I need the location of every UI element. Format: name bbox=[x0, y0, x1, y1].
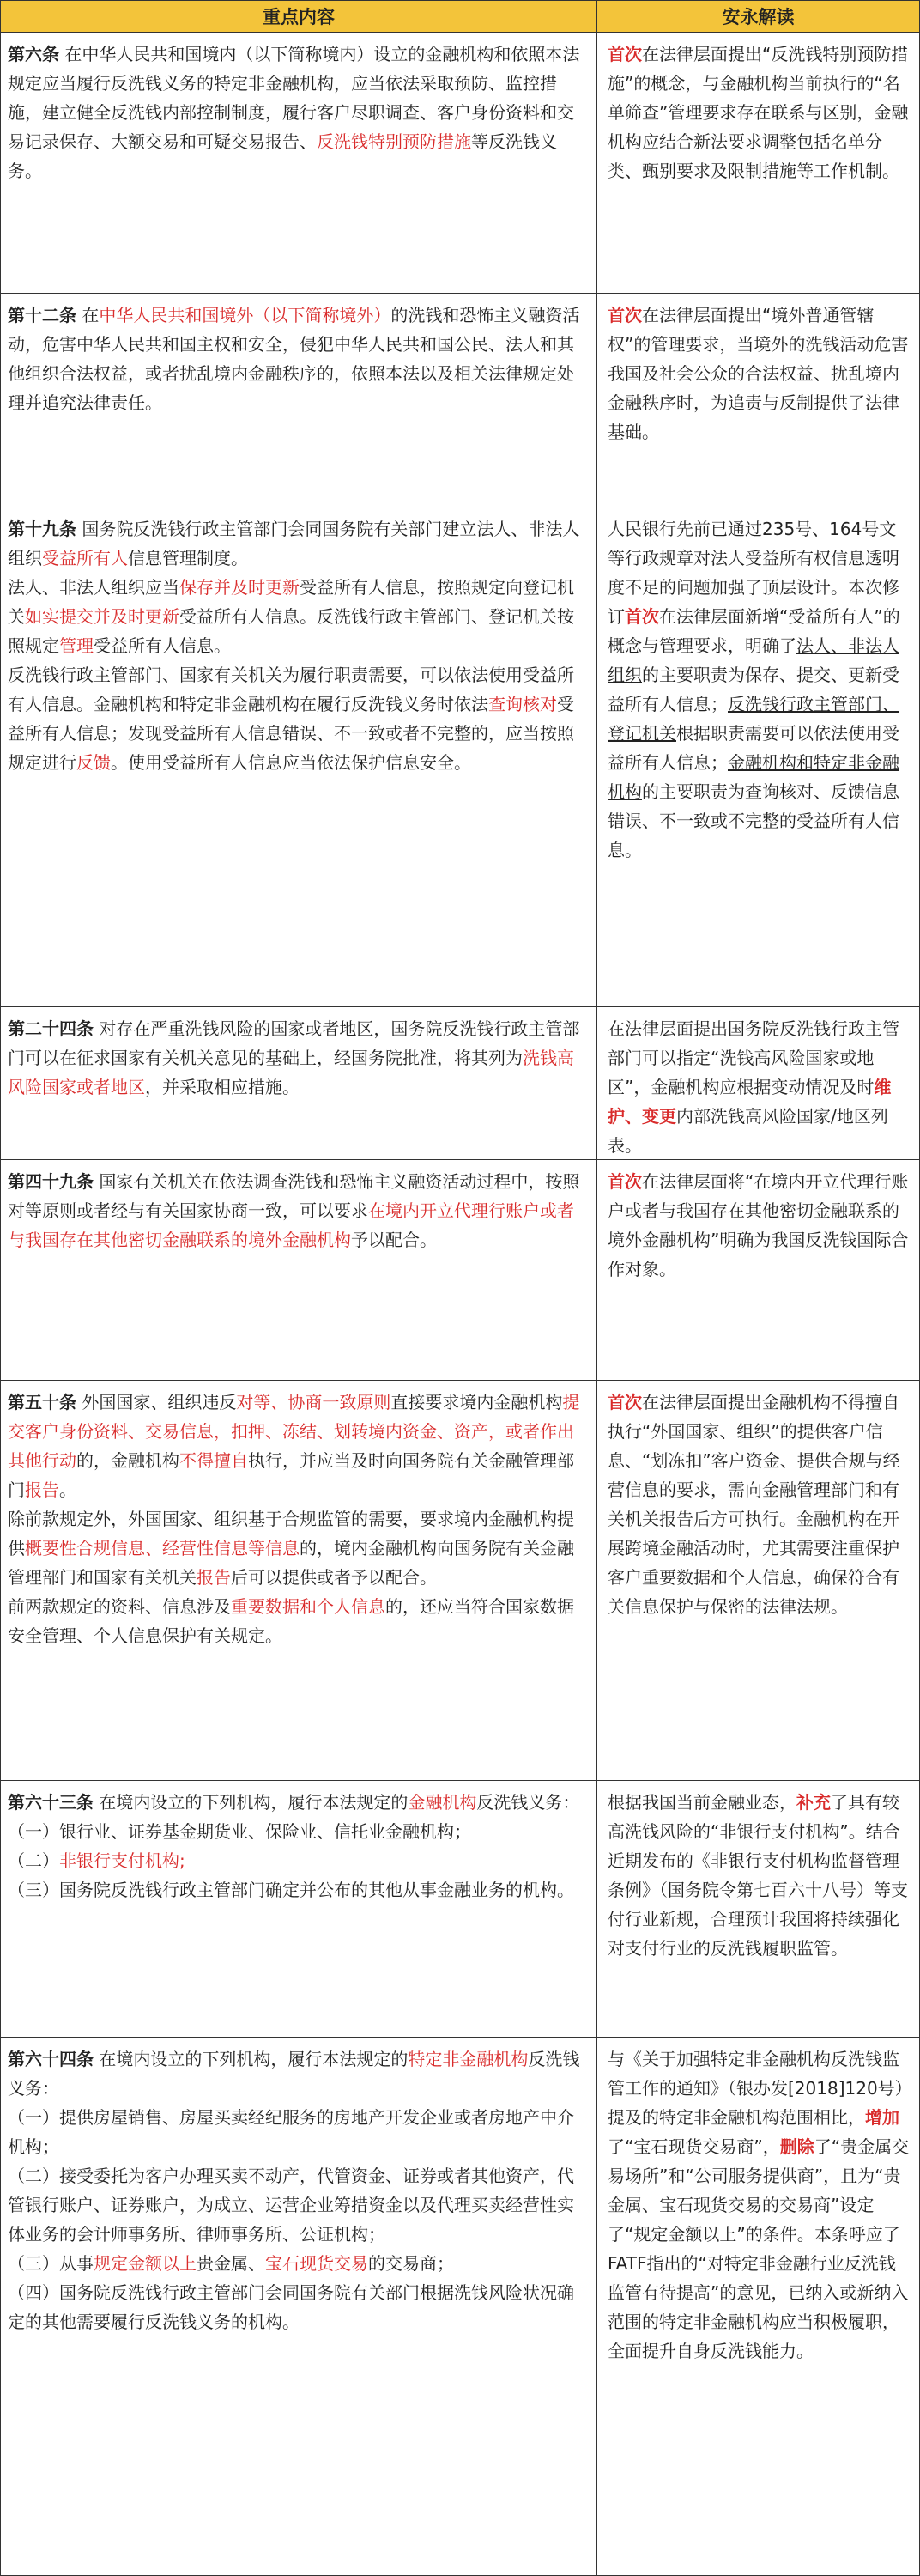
text-run: ，并采取相应措施。 bbox=[145, 1077, 300, 1097]
text-run: （一）银行业、证券基金期货业、保险业、信托业金融机构； bbox=[8, 1821, 471, 1842]
highlight-text: 管理 bbox=[59, 635, 94, 656]
text-run: 信息管理制度。 bbox=[128, 548, 248, 568]
highlight-text: 反洗钱特别预防措施 bbox=[317, 131, 471, 152]
text-run: 反洗钱义务： bbox=[8, 2049, 580, 2099]
text-run: 反洗钱行政主管部门、国家有关机关为履行职责需要，可以依法使用受益所有人信息。金融机构和特定非金融机构在履行反洗钱义务时依法 bbox=[8, 665, 574, 714]
paragraph bbox=[8, 2249, 590, 2278]
text-run: （二） bbox=[8, 1850, 59, 1871]
paragraph bbox=[608, 1788, 912, 1963]
article-number: 第十二条 bbox=[8, 305, 76, 325]
text-run: 除前款规定外，外国国家、组织基于合规监管的需要，要求境内金融机构提供 bbox=[8, 1509, 574, 1558]
paragraph bbox=[8, 2278, 590, 2336]
highlight-text: 金融机构 bbox=[408, 1792, 477, 1813]
text-run: 国务院反洗钱行政主管部门会同国务院有关部门建立法人、非法人组织 bbox=[8, 519, 580, 568]
highlight-text: 首次 bbox=[625, 606, 659, 627]
paragraph bbox=[608, 39, 912, 185]
text-run: 直接要求境内金融机构 bbox=[390, 1392, 563, 1413]
text-run: 的主要职责为保存、提交、更新受益所有人信息； bbox=[608, 665, 899, 714]
article-number: 第六十四条 bbox=[8, 2049, 94, 2069]
text-run: 在 bbox=[76, 305, 100, 325]
highlight-text: 首次 bbox=[608, 1392, 642, 1413]
text-run: 人民银行先前已通过235号、164号文等行政规章对法人受益所有权信息透明度不足的问题加强了顶层设计。本次修订 bbox=[608, 519, 899, 627]
header-ey-interpretation: 安永解读 bbox=[596, 0, 920, 33]
row-8-content bbox=[0, 2037, 597, 2576]
row-2-content bbox=[0, 293, 597, 507]
article-number: 第六十三条 bbox=[8, 1792, 94, 1813]
highlight-text: 规定金额以上 bbox=[94, 2253, 197, 2274]
text-run: 根据职责需要可以依法使用受益所有人信息； bbox=[608, 723, 899, 773]
row-1-content bbox=[0, 32, 597, 294]
text-run: 执行，并应当及时向国务院有关金融管理部门 bbox=[8, 1450, 574, 1500]
header-key-content: 重点内容 bbox=[0, 0, 597, 33]
text-run: 反洗钱义务： bbox=[476, 1792, 580, 1813]
text-run: 根据我国当前金融业态， bbox=[608, 1792, 796, 1813]
row-3-content bbox=[0, 507, 597, 1007]
highlight-text: 如实提交并及时更新 bbox=[25, 606, 179, 627]
text-run: （三）从事 bbox=[8, 2253, 94, 2274]
highlight-text: 受益所有人 bbox=[42, 548, 128, 568]
text-run: 后可以提供或者予以配合。 bbox=[231, 1567, 437, 1588]
highlight-text: 非银行支付机构; bbox=[59, 1850, 185, 1871]
paragraph bbox=[8, 573, 590, 660]
text-run: 。使用受益所有人信息应当依法保护信息安全。 bbox=[111, 752, 471, 773]
paragraph bbox=[8, 39, 590, 185]
text-run: 予以配合。 bbox=[351, 1230, 437, 1250]
text-run: 受益所有人信息。反洗钱行政主管部门、登记机关按照规定 bbox=[8, 606, 574, 656]
row-5-content bbox=[0, 1159, 597, 1381]
row-7-interpretation bbox=[596, 1780, 920, 2038]
text-run: 在法律层面提出金融机构不得擅自执行“外国国家、组织”的提供客户信息、“划冻扣”客户资金、提供合规与经营信息的要求，需向金融管理部门和有关机关报告后方可执行。金融机构在开展跨境金融活动时，尤其需要注重保护客户重要数据和个人信息，确保符合有关信息保护与保密的法律法规。 bbox=[608, 1392, 900, 1617]
highlight-text: 宝石现货交易 bbox=[265, 2253, 368, 2274]
text-run: 反洗钱行政主管部门、登记机关 bbox=[608, 694, 899, 744]
text-run: 受益所有人信息，按照规定向登记机关 bbox=[8, 577, 574, 627]
row-6-content bbox=[0, 1380, 597, 1781]
text-run: 外国国家、组织违反 bbox=[76, 1392, 237, 1413]
highlight-text: 对等、协商一致原则 bbox=[236, 1392, 391, 1413]
article-number: 第四十九条 bbox=[8, 1171, 94, 1192]
highlight-text: 删除 bbox=[779, 2136, 814, 2157]
text-run: 了具有较高洗钱风险的“非银行支付机构”。结合近期发布的《非银行支付机构监督管理条例》（国务院令第七百六十八号）等支付行业新规，合理预计我国将持续强化对支付行业的反洗钱履职监管。 bbox=[608, 1792, 908, 1959]
text-run: 的，还应当符合国家数据安全管理、个人信息保护有关规定。 bbox=[8, 1596, 574, 1646]
paragraph bbox=[8, 514, 590, 573]
text-run: 在法律层面将“在境内开立代理行账户或者与我国存在其他密切金融联系的境外金融机构”明确为我国反洗钱国际合作对象。 bbox=[608, 1171, 909, 1279]
text-run: 的，金融机构 bbox=[76, 1450, 179, 1471]
row-5-interpretation bbox=[596, 1159, 920, 1381]
text-run: 前两款规定的资料、信息涉及 bbox=[8, 1596, 231, 1617]
paragraph bbox=[8, 1592, 590, 1650]
text-run: 与《关于加强特定非金融机构反洗钱监管工作的通知》（银办发[2018]120号）提及的特定非金融机构范围相比， bbox=[608, 2049, 912, 2128]
text-run: 在境内设立的下列机构，履行本法规定的 bbox=[94, 1792, 409, 1813]
paragraph bbox=[8, 2103, 590, 2161]
text-run: 在法律层面提出“境外普通管辖权”的管理要求，当境外的洗钱活动危害我国及社会公众的合法权益、扰乱境内金融秩序时，为追责与反制提供了法律基础。 bbox=[608, 305, 909, 442]
text-run: 在境内设立的下列机构，履行本法规定的 bbox=[94, 2049, 409, 2069]
text-run: 金融机构和特定非金融机构 bbox=[608, 752, 899, 802]
text-run: （二）接受委托为客户办理买卖不动产，代管资金、证券或者其他资产，代管银行账户、证券账户，为成立、运营企业筹措资金以及代理买卖经营性实体业务的会计师事务所、律师事务所、公证机构； bbox=[8, 2166, 574, 2245]
paragraph bbox=[8, 1846, 590, 1875]
text-run: 对存在严重洗钱风险的国家或者地区，国务院反洗钱行政主管部门可以在征求国家有关机关意见的基础上，经国务院批准，将其列为 bbox=[8, 1018, 580, 1068]
text-run: 在法律层面提出“反洗钱特别预防措施”的概念，与金融机构当前执行的“名单筛查”管理要求存在联系与区别，金融机构应结合新法要求调整包括名单分类、甄别要求及限制措施等工作机制。 bbox=[608, 44, 909, 181]
highlight-text: 报告 bbox=[197, 1567, 231, 1588]
highlight-text: 概要性合规信息、经营性信息等信息 bbox=[25, 1538, 300, 1558]
paragraph bbox=[8, 1014, 590, 1102]
highlight-text: 查询核对 bbox=[488, 694, 557, 714]
row-2-interpretation bbox=[596, 293, 920, 507]
text-run: 等反洗钱义务。 bbox=[8, 131, 557, 181]
article-number: 第六条 bbox=[8, 44, 59, 64]
paragraph bbox=[8, 1817, 590, 1846]
highlight-text: 在境内开立代理行账户或者与我国存在其他密切金融联系的境外金融机构 bbox=[8, 1200, 574, 1250]
text-run: 的洗钱和恐怖主义融资活动，危害中华人民共和国主权和安全，侵犯中华人民共和国公民、法人和其他组织合法权益，或者扰乱境内金融秩序的，依照本法以及相关法律规定处理并追究法律责任。 bbox=[8, 305, 580, 413]
highlight-text: 报告 bbox=[25, 1479, 59, 1500]
paragraph bbox=[8, 1788, 590, 1817]
text-run: （三）国务院反洗钱行政主管部门确定并公布的其他从事金融业务的机构。 bbox=[8, 1880, 574, 1900]
highlight-text: 首次 bbox=[608, 305, 642, 325]
paragraph bbox=[8, 301, 590, 417]
article-number: 第二十四条 bbox=[8, 1018, 94, 1039]
highlight-text: 首次 bbox=[608, 1171, 642, 1192]
text-run: 法人、非法人组织应当 bbox=[8, 577, 179, 598]
text-run: 受益所有人信息。 bbox=[94, 635, 231, 656]
highlight-text: 补充 bbox=[796, 1792, 831, 1813]
text-run: 贵金属、 bbox=[197, 2253, 265, 2274]
highlight-text: 首次 bbox=[608, 44, 642, 64]
highlight-text: 维护、变更 bbox=[608, 1077, 892, 1127]
paragraph bbox=[8, 660, 590, 777]
paragraph bbox=[8, 2044, 590, 2103]
paragraph bbox=[608, 1167, 912, 1284]
highlight-text: 中华人民共和国境外（以下简称境外） bbox=[99, 305, 391, 325]
paragraph bbox=[608, 1014, 912, 1160]
text-run: 受益所有人信息；发现受益所有人信息错误、不一致或者不完整的，应当按照规定进行 bbox=[8, 694, 574, 773]
paragraph bbox=[608, 1388, 912, 1621]
paragraph bbox=[8, 1167, 590, 1255]
text-run: 的交易商； bbox=[368, 2253, 454, 2274]
text-run: 的主要职责为查询核对、反馈信息错误、不一致或不完整的受益所有人信息。 bbox=[608, 781, 899, 860]
text-run: 在法律层面提出国务院反洗钱行政主管部门可以指定“洗钱高风险国家或地区”，金融机构应根据变动情况及时 bbox=[608, 1018, 899, 1097]
paragraph bbox=[8, 1388, 590, 1504]
text-run: 。 bbox=[59, 1479, 76, 1500]
article-number: 第五十条 bbox=[8, 1392, 76, 1413]
text-run: 国家有关机关在依法调查洗钱和恐怖主义融资活动过程中，按照对等原则或者经与有关国家协商一致，可以要求 bbox=[8, 1171, 580, 1221]
row-3-interpretation bbox=[596, 507, 920, 1007]
row-1-interpretation bbox=[596, 32, 920, 294]
highlight-text: 保存并及时更新 bbox=[179, 577, 300, 598]
highlight-text: 特定非金融机构 bbox=[408, 2049, 529, 2069]
paragraph bbox=[608, 301, 912, 447]
text-run: 了“贵金属交易场所”和“公司服务提供商”，且为“贵金属、宝石现货交易的交易商”设定了“规定金额以上”的条件。本条呼应了FATF指出的“对特定非金融行业反洗钱监管有待提高”的意见，已纳入或新纳入范围的特定非金融机构应当积极履职，全面提升自身反洗钱能力。 bbox=[608, 2136, 910, 2361]
text-run: 了“宝石现货交易商”， bbox=[608, 2136, 780, 2157]
paragraph bbox=[8, 1875, 590, 1905]
highlight-text: 重要数据和个人信息 bbox=[231, 1596, 385, 1617]
row-8-interpretation bbox=[596, 2037, 920, 2576]
row-4-content bbox=[0, 1006, 597, 1160]
text-run: 在法律层面新增“受益所有人”的概念与管理要求，明确了 bbox=[608, 606, 900, 656]
text-run: （四）国务院反洗钱行政主管部门会同国务院有关部门根据洗钱风险状况确定的其他需要履行反洗钱义务的机构。 bbox=[8, 2282, 574, 2332]
highlight-text: 增加 bbox=[865, 2107, 899, 2128]
row-6-interpretation bbox=[596, 1380, 920, 1781]
paragraph bbox=[608, 2044, 912, 2366]
row-7-content bbox=[0, 1780, 597, 2038]
highlight-text: 反馈 bbox=[76, 752, 111, 773]
text-run: 法人、非法人组织 bbox=[608, 635, 899, 685]
text-run: （一）提供房屋销售、房屋买卖经纪服务的房地产开发企业或者房地产中介机构； bbox=[8, 2107, 574, 2157]
row-4-interpretation bbox=[596, 1006, 920, 1160]
text-run: 在中华人民共和国境内（以下简称境内）设立的金融机构和依照本法规定应当履行反洗钱义务的特定非金融机构，应当依法采取预防、监控措施，建立健全反洗钱内部控制制度，履行客户尽职调查、客户身份资料和交易记录保存、大额交易和可疑交易报告、 bbox=[8, 44, 580, 152]
paragraph bbox=[608, 514, 912, 865]
article-number: 第十九条 bbox=[8, 519, 76, 539]
paragraph bbox=[8, 1504, 590, 1592]
highlight-text: 不得擅自 bbox=[179, 1450, 248, 1471]
text-run: 内部洗钱高风险国家/地区列表。 bbox=[608, 1106, 888, 1156]
text-run: 的，境内金融机构向国务院有关金融管理部门和国家有关机关 bbox=[8, 1538, 574, 1588]
paragraph bbox=[8, 2161, 590, 2249]
highlight-text: 提交客户身份资料、交易信息，扣押、冻结、划转境内资金、资产，或者作出其他行动 bbox=[8, 1392, 580, 1471]
highlight-text: 洗钱高风险国家或者地区 bbox=[8, 1048, 574, 1097]
